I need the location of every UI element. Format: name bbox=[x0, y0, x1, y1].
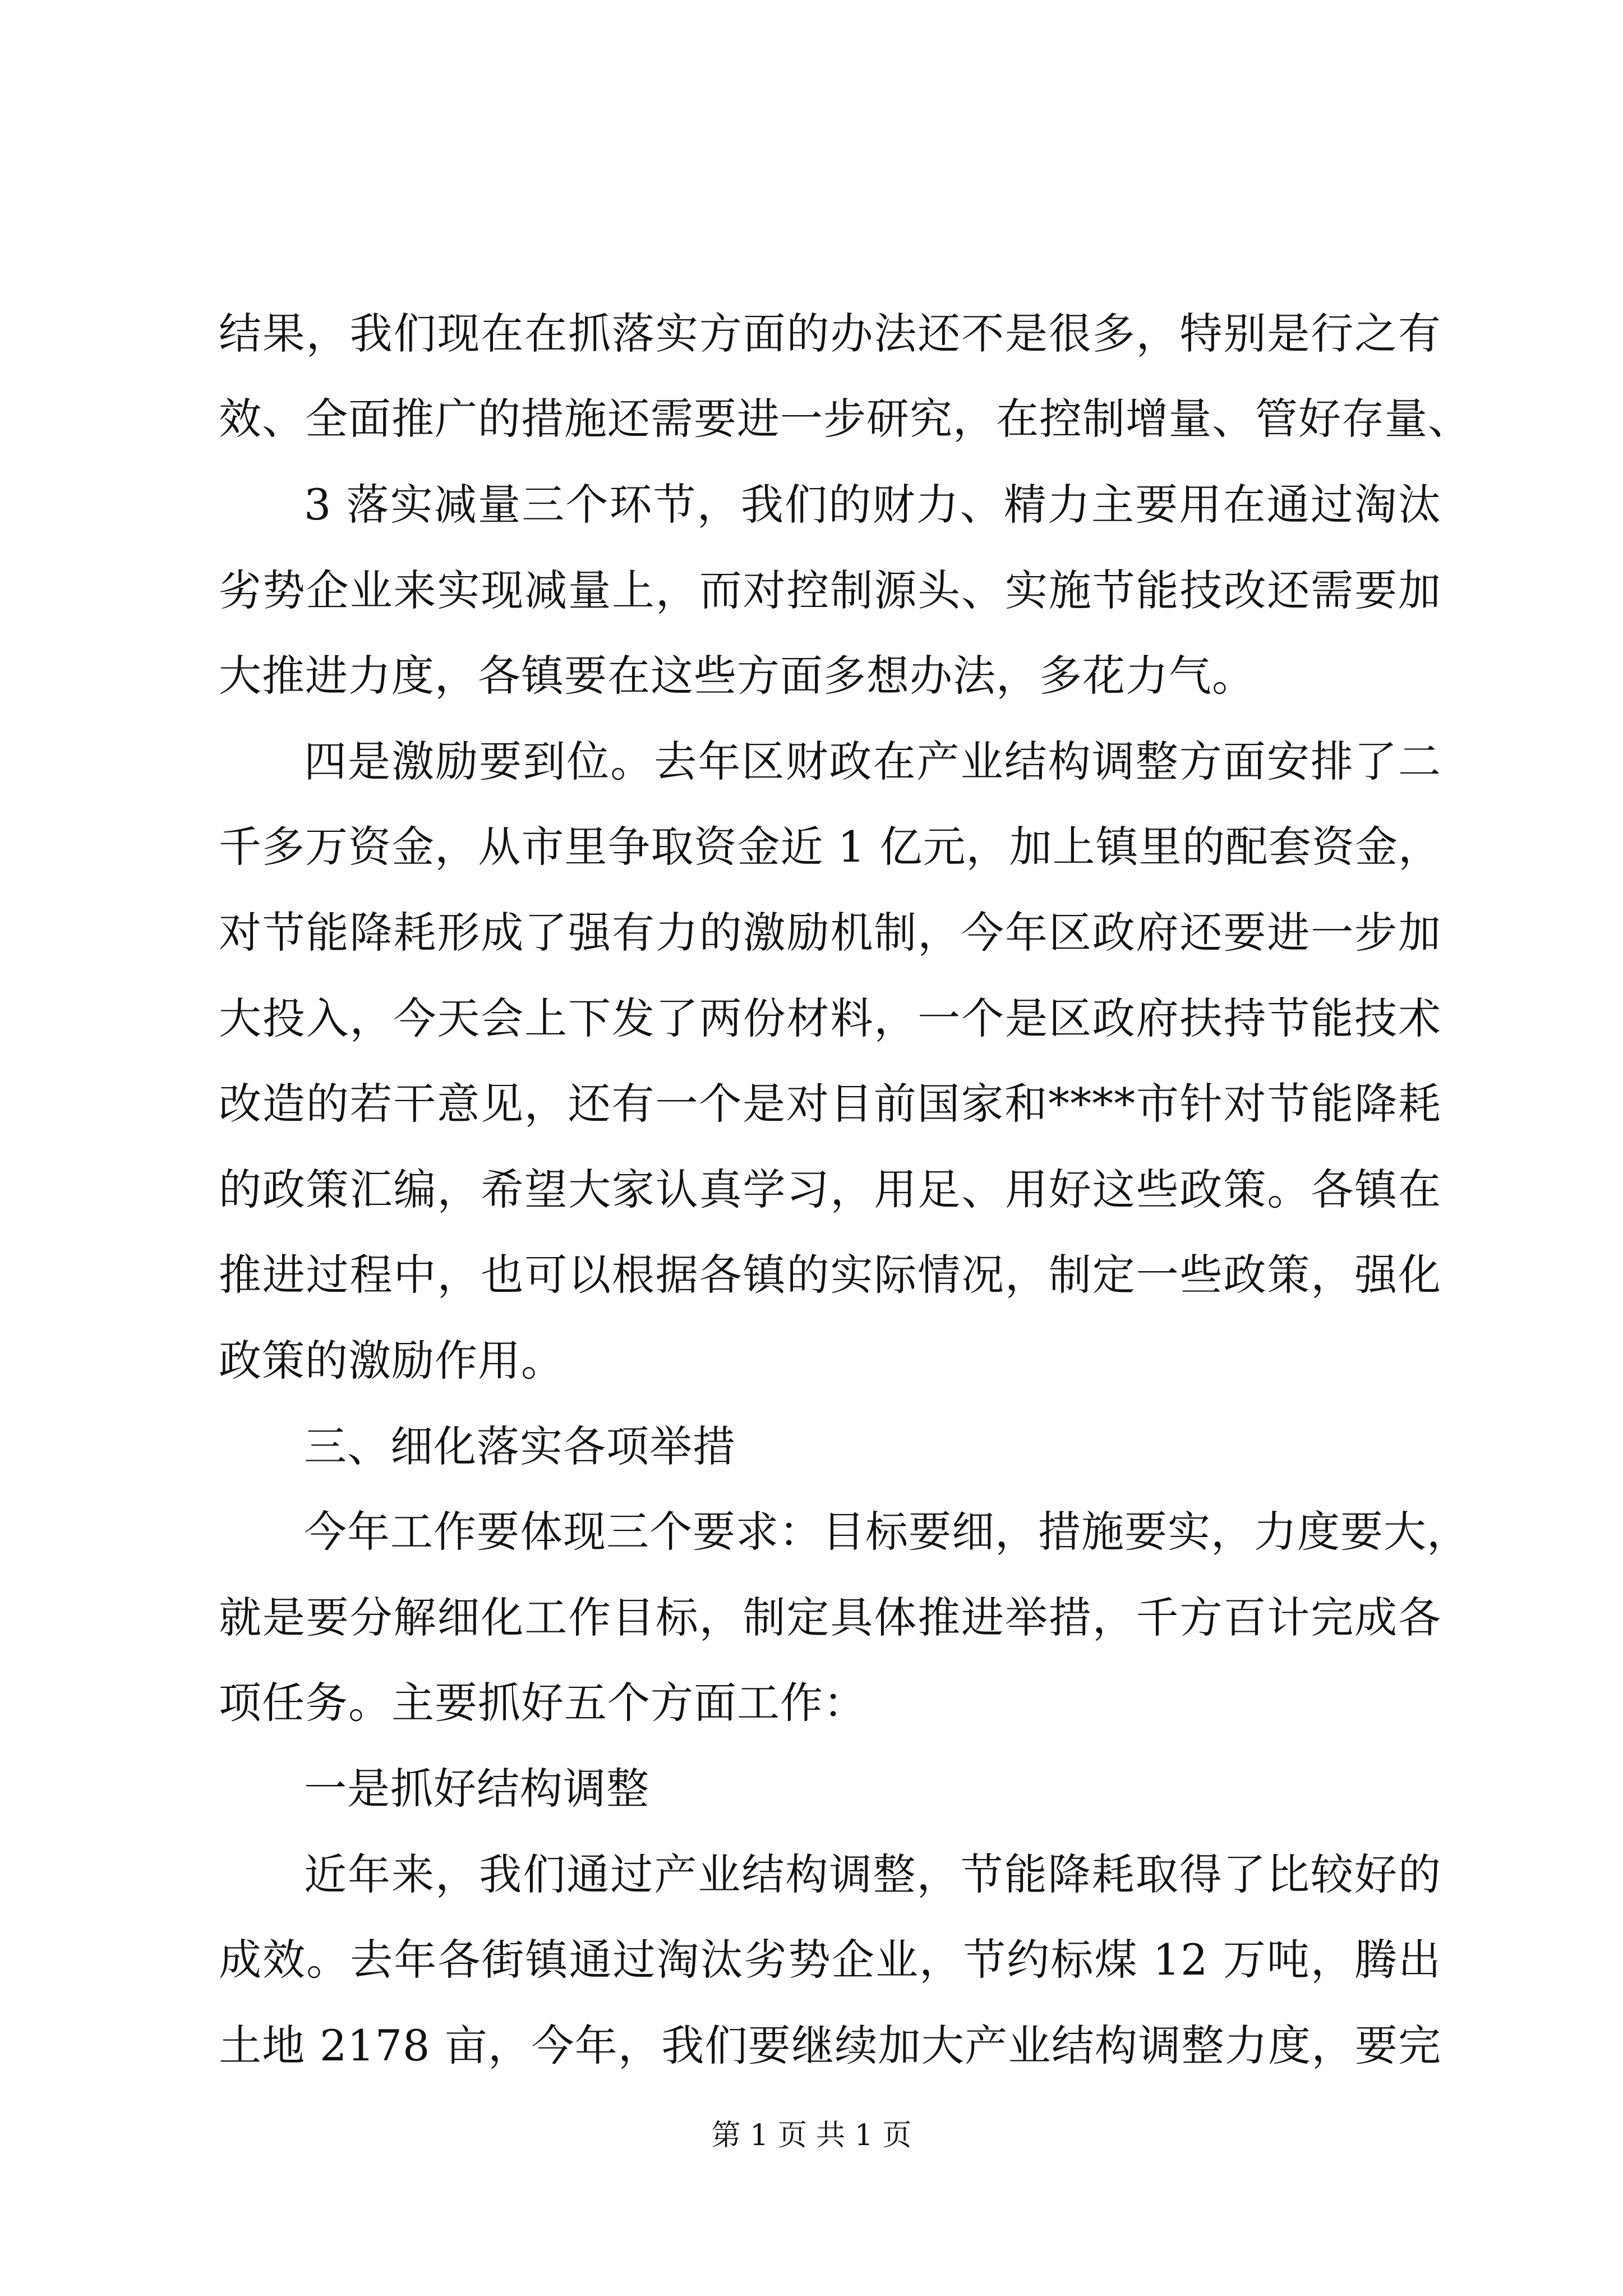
text-line-10: 改造的若干意见，还有一个是对目前国家和****市针对节能降耗 bbox=[219, 1079, 1441, 1129]
text-line-19: 近年来，我们通过产业结构调整，节能降耗取得了比较好的 bbox=[304, 1849, 1441, 1899]
text-line-9: 大投入，今天会上下发了两份材料，一个是区政府扶持节能技术 bbox=[219, 993, 1441, 1043]
text-line-12: 推进过程中，也可以根据各镇的实际情况，制定一些政策，强化 bbox=[219, 1250, 1441, 1300]
text-line-4: 劣势企业来实现减量上，而对控制源头、实施节能技改还需要加 bbox=[219, 565, 1441, 615]
subsection-heading: 一是抓好结构调整 bbox=[304, 1764, 649, 1814]
text-line-17: 项任务。主要抓好五个方面工作： bbox=[219, 1678, 866, 1728]
text-line-21: 土地 2178 亩，今年，我们要继续加大产业结构调整力度，要完 bbox=[219, 2021, 1441, 2070]
text-line-11: 的政策汇编，希望大家认真学习，用足、用好这些政策。各镇在 bbox=[219, 1165, 1441, 1214]
text-line-8: 对节能降耗形成了强有力的激励机制，今年区政府还要进一步加 bbox=[219, 908, 1441, 958]
text-line-20: 成效。去年各街镇通过淘汰劣势企业，节约标煤 12 万吨，腾出 bbox=[219, 1935, 1441, 1985]
section-heading: 三、细化落实各项举措 bbox=[304, 1421, 736, 1471]
text-line-6: 四是激励要到位。去年区财政在产业结构调整方面安排了二 bbox=[304, 737, 1441, 786]
text-line-13: 政策的激励作用。 bbox=[219, 1336, 564, 1386]
text-line-1: 结果，我们现在在抓落实方面的办法还不是很多，特别是行之有 bbox=[219, 309, 1441, 358]
text-line-3: 3 落实减量三个环节，我们的财力、精力主要用在通过淘汰 bbox=[304, 480, 1441, 530]
text-line-7: 千多万资金，从市里争取资金近 1 亿元，加上镇里的配套资金， bbox=[219, 822, 1441, 872]
text-line-2: 效、全面推广的措施还需要进一步研究，在控制增量、管好存量、 bbox=[219, 394, 1471, 444]
page-number-footer: 第 1 页 共 1 页 bbox=[711, 2119, 912, 2152]
text-line-16: 就是要分解细化工作目标，制定具体推进举措，千方百计完成各 bbox=[219, 1593, 1441, 1642]
text-line-5: 大推进力度，各镇要在这些方面多想办法，多花力气。 bbox=[219, 651, 1255, 701]
text-line-15: 今年工作要体现三个要求：目标要细，措施要实，力度要大， bbox=[304, 1507, 1470, 1557]
